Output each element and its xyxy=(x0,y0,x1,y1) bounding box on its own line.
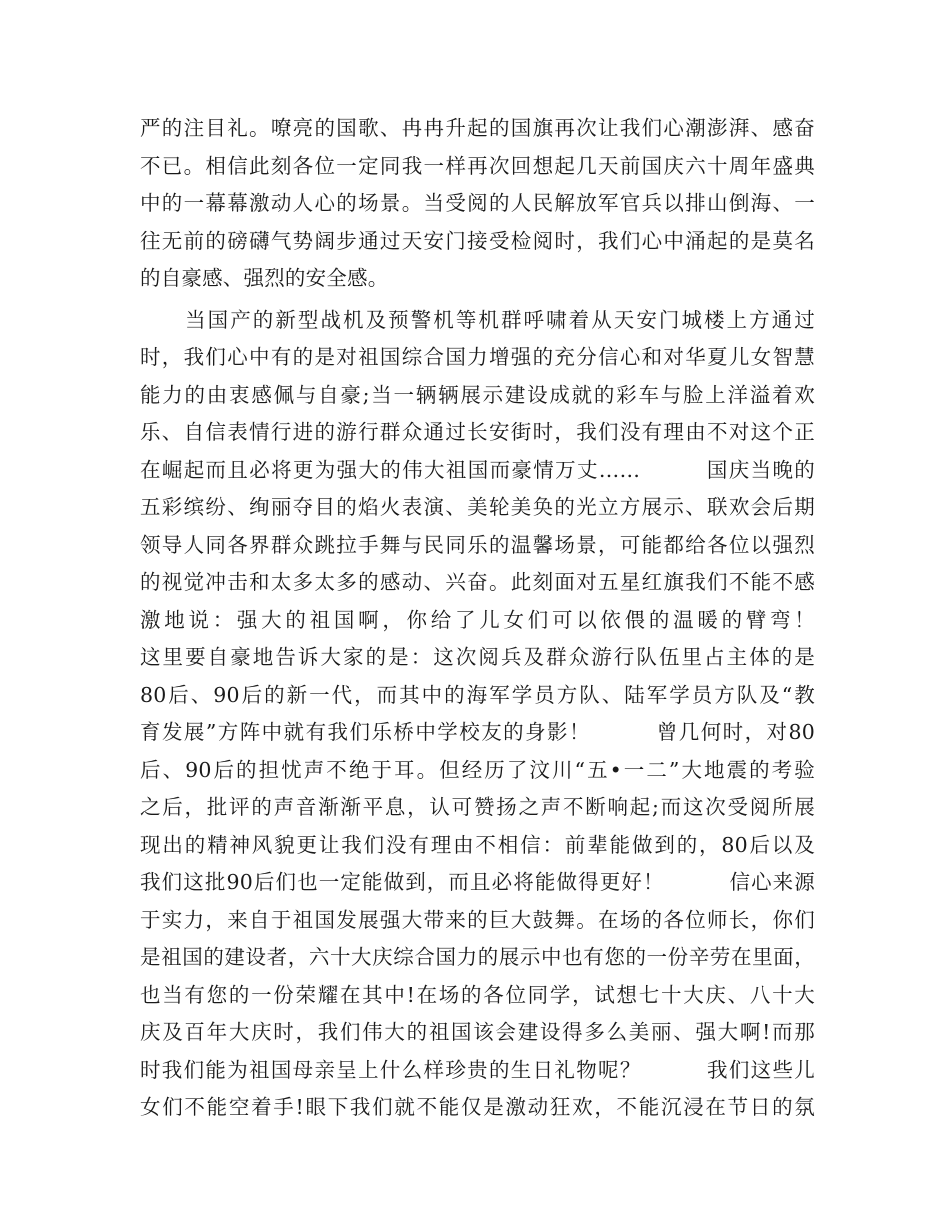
text-line: 庆及百年大庆时，我们伟大的祖国该会建设得多么美丽、强大啊!而那 xyxy=(140,1020,815,1044)
text-line: 乐、自信表情行进的游行群众通过长安街时，我们没有理由不对这个正 xyxy=(140,420,815,444)
text-line: 这里要自豪地告诉大家的是：这次阅兵及群众游行队伍里占主体的是 xyxy=(140,645,815,669)
text-line: 中的一幕幕激动人心的场景。当受阅的人民解放军官兵以排山倒海、一 xyxy=(140,191,815,215)
text-line: 严的注目礼。嘹亮的国歌、冉冉升起的国旗再次让我们心潮澎湃、感奋 xyxy=(140,116,815,140)
text-line: 后、90后的担忧声不绝于耳。但经历了汶川“五•一二”大地震的考验 xyxy=(140,757,815,782)
text-line: 时我们能为祖国母亲呈上什么样珍贵的生日礼物呢？ 我们这些儿 xyxy=(140,1057,815,1082)
text-line: 我们这批90后们也一定能做到，而且必将能做得更好！ 信心来源 xyxy=(140,870,815,894)
text-line: 的自豪感、强烈的安全感。 xyxy=(140,266,389,290)
text-line: 也当有您的一份荣耀在其中!在场的各位同学，试想七十大庆、八十大 xyxy=(140,982,815,1007)
text-line: 时，我们心中有的是对祖国综合国力增强的充分信心和对华夏儿女智慧 xyxy=(140,345,815,369)
text-line: 激地说：强大的祖国啊，你给了儿女们可以依偎的温暖的臂弯！ xyxy=(140,607,815,632)
text-line: 往无前的磅礴气势阔步通过天安门接受检阅时，我们心中涌起的是莫名 xyxy=(140,228,815,253)
body-text xyxy=(140,110,815,1127)
text-line: 之后，批评的声音渐渐平息，认可赞扬之声不断响起;而这次受阅所展 xyxy=(140,795,815,819)
text-line: 于实力，来自于祖国发展强大带来的巨大鼓舞。在场的各位师长，你们 xyxy=(140,907,815,932)
text-line: 的视觉冲击和太多太多的感动、兴奋。此刻面对五星红旗我们不能不感 xyxy=(140,570,815,594)
text-line: 80后、90后的新一代，而其中的海军学员方队、陆军学员方队及“教 xyxy=(140,682,815,707)
text-line: 领导人同各界群众跳拉手舞与民同乐的温馨场景，可能都给各位以强烈 xyxy=(140,532,815,557)
text-line: 不已。相信此刻各位一定同我一样再次回想起几天前国庆六十周年盛典 xyxy=(140,153,815,178)
text-line: 五彩缤纷、绚丽夺目的焰火表演、美轮美奂的光立方展示、联欢会后期 xyxy=(140,495,815,519)
text-line: 当国产的新型战机及预警机等机群呼啸着从天安门城楼上方通过 xyxy=(140,307,815,332)
text-line: 能力的由衷感佩与自豪;当一辆辆展示建设成就的彩车与脸上洋溢着欢 xyxy=(140,382,815,407)
text-line: 是祖国的建设者，六十大庆综合国力的展示中也有您的一份辛劳在里面， xyxy=(140,945,815,969)
text-line: 育发展”方阵中就有我们乐桥中学校友的身影！ 曾几何时，对80 xyxy=(140,720,815,744)
text-line: 女们不能空着手!眼下我们就不能仅是激动狂欢，不能沉浸在节日的氛 xyxy=(140,1095,815,1119)
text-line: 现出的精神风貌更让我们没有理由不相信：前辈能做到的，80后以及 xyxy=(140,832,815,857)
text-line: 在崛起而且必将更为强大的伟大祖国而豪情万丈…… 国庆当晚的 xyxy=(140,457,815,482)
